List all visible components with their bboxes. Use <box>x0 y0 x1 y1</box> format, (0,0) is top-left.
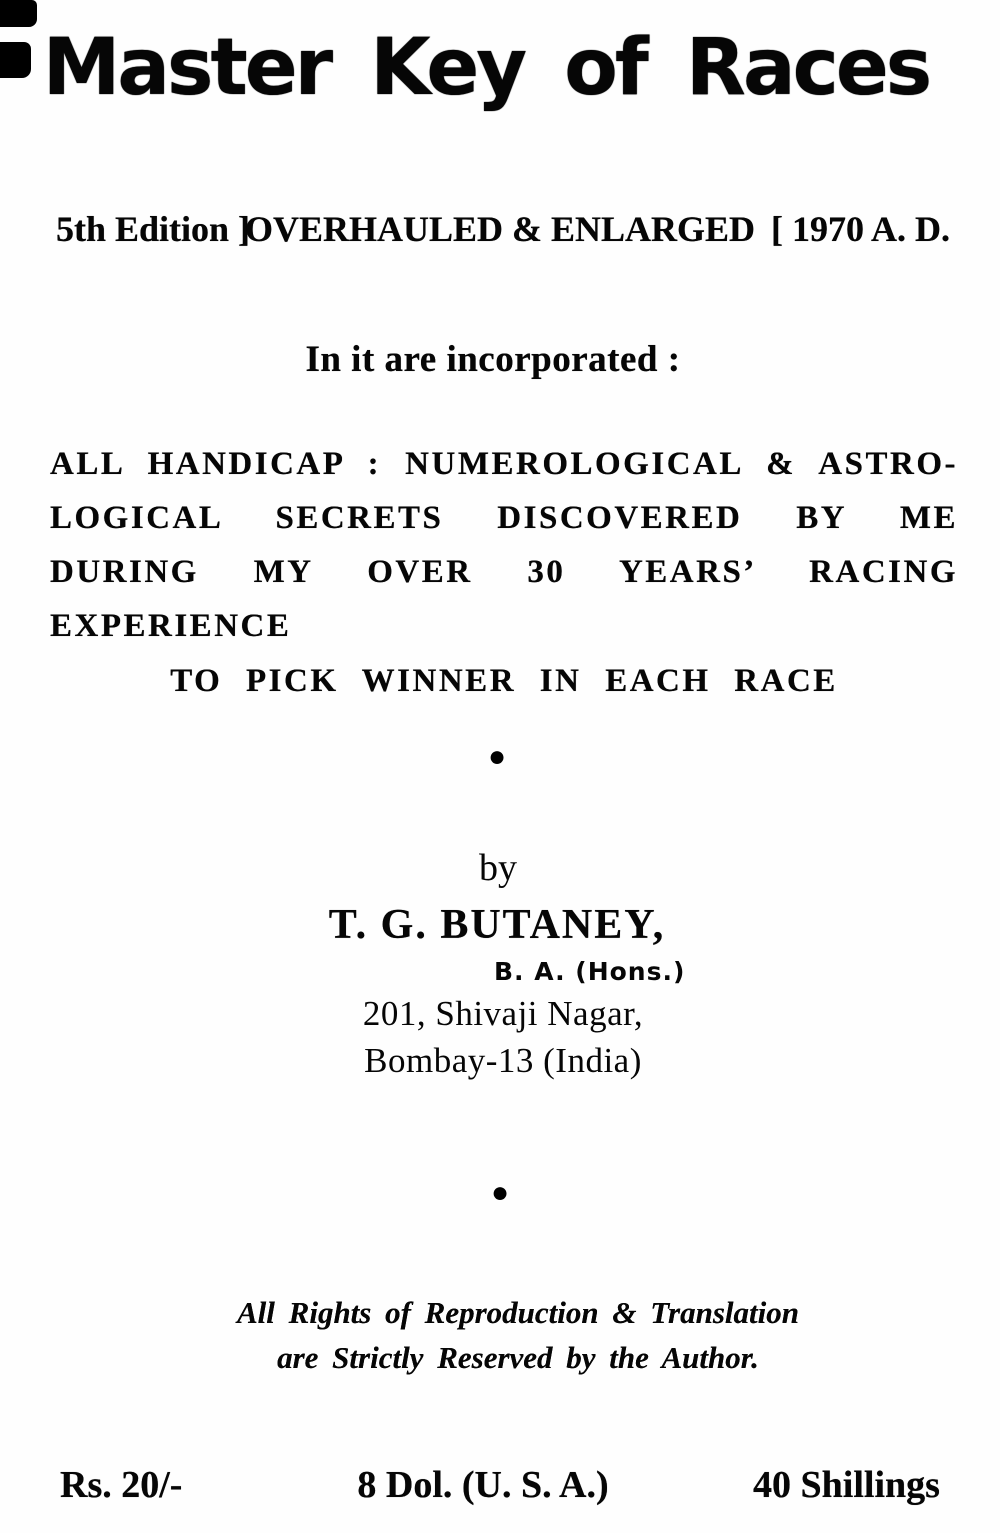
rights-line-1: All Rights of Reproduction & Translation <box>237 1295 799 1330</box>
edition-year: [ 1970 A. D. <box>771 209 950 249</box>
description-block <box>50 437 958 708</box>
price-usa: 8 Dol. (U. S. A.) <box>357 1464 609 1506</box>
separator-bullet-icon: ● <box>488 740 507 773</box>
separator-bullet-icon: ● <box>491 1176 510 1209</box>
author-address-line-2: Bombay-13 (India) <box>364 1041 642 1080</box>
description-line-3: DURING MY OVER 30 YEARS’ RACING EXPERIENCE <box>50 554 958 644</box>
description-line-1: ALL HANDICAP : NUMEROLOGICAL & ASTRO- <box>50 446 958 482</box>
description-line-2: LOGICAL SECRETS DISCOVERED BY ME <box>50 500 958 536</box>
author-name: T. G. BUTANEY, <box>328 902 666 948</box>
edition-row <box>0 206 1000 252</box>
price-uk: 40 Shillings <box>753 1464 940 1506</box>
description-line-4: TO PICK WINNER IN EACH RACE <box>170 663 838 699</box>
price-row <box>0 1460 1000 1510</box>
rights-line-2: are Strictly Reserved by the Author. <box>277 1340 759 1375</box>
scan-artifact-icon <box>0 0 37 27</box>
author-address-line-1: 201, Shivaji Nagar, <box>362 994 644 1033</box>
by-label: by <box>479 847 517 889</box>
book-title: Master Key of Races <box>42 23 930 113</box>
price-india: Rs. 20/- <box>60 1464 183 1506</box>
edition-label: 5th Edition ] <box>56 209 251 249</box>
incorporated-heading: In it are incorporated : <box>305 339 681 380</box>
edition-subtitle: OVERHAULED & ENLARGED <box>244 209 756 249</box>
rights-notice <box>18 1290 1000 1380</box>
author-qualification: B. A. (Hons.) <box>494 957 686 986</box>
